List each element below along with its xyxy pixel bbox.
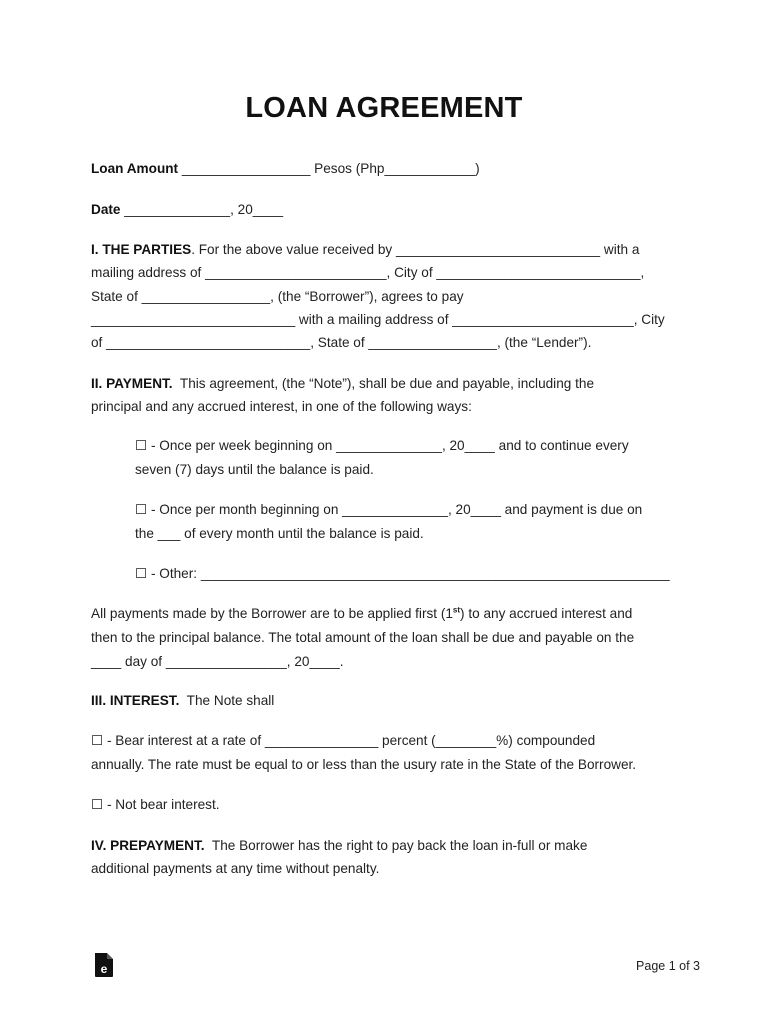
payment-para-text-1b: ) to any accrued interest and [460, 606, 633, 621]
payment-line-1 [91, 375, 594, 392]
parties-heading: I. THE PARTIES [91, 242, 192, 257]
interest-intro: The Note shall [179, 693, 275, 708]
parties-line-3: State of _________________, (the “Borrower”), agrees to pay [91, 289, 464, 304]
svg-text:e: e [100, 962, 108, 976]
payment-line-2: principal and any accrued interest, in one of the following ways: [91, 399, 472, 414]
document-title: LOAN AGREEMENT [245, 92, 523, 124]
parties-line-5: of ___________________________, State of _________________, (the “Lender”). [91, 335, 592, 350]
parties-line-2: mailing address of ________________________, City of ___________________________, [91, 265, 645, 280]
payment-para-text-1a: All payments made by the Borrower are to be applied first (1 [91, 606, 453, 621]
payment-para-line-2: then to the principal balance. The total amount of the loan shall be due and payable on the [91, 630, 635, 645]
payment-option-other: ☐ - Other: ______________________________________________________________ [135, 566, 670, 581]
loan-amount-label: Loan Amount [91, 161, 179, 176]
interest-heading: III. INTEREST. [91, 693, 180, 708]
prepayment-line-1 [91, 837, 587, 854]
interest-bear-line-2: annually. The rate must be equal to or less than the usury rate in the State of the Borrower. [91, 757, 637, 772]
eforms-logo-icon [93, 952, 115, 978]
parties-line-1 [91, 241, 639, 258]
payment-para-line-1 [91, 605, 632, 622]
prepayment-line-2: additional payments at any time without penalty. [91, 861, 380, 876]
date-text: ______________, 20____ [120, 202, 284, 217]
loan-amount-text: _________________ Pesos (Php____________) [178, 161, 480, 176]
page-number: Page 1 of 3 [636, 959, 700, 973]
payment-text-1: This agreement, (the “Note”), shall be due and payable, including the [172, 376, 594, 391]
payment-option-month: ☐ - Once per month beginning on ______________, 20____ and payment is due on [135, 502, 643, 517]
parties-text-1: . For the above value received by ___________________________ with a [191, 242, 640, 257]
payment-option-week: ☐ - Once per week beginning on ______________, 20____ and to continue every [135, 438, 629, 453]
date-line [91, 201, 283, 218]
payment-option-month-cont: the ___ of every month until the balance is paid. [135, 526, 424, 541]
interest-line-1 [91, 692, 274, 709]
date-label: Date [91, 202, 121, 217]
payment-para-line-3: ____ day of ________________, 20____. [91, 654, 344, 669]
prepayment-heading: IV. PREPAYMENT. [91, 838, 205, 853]
prepayment-text-1: The Borrower has the right to pay back the loan in-full or make [204, 838, 588, 853]
loan-amount-line [91, 160, 480, 177]
parties-line-4: ___________________________ with a mailing address of ________________________, City [91, 312, 665, 327]
interest-bear-line-1: ☐ - Bear interest at a rate of _______________ percent (________%) compounded [91, 733, 596, 748]
superscript-st: st [452, 605, 461, 615]
payment-heading: II. PAYMENT. [91, 376, 173, 391]
interest-not-bear: ☐ - Not bear interest. [91, 797, 220, 812]
payment-option-week-cont: seven (7) days until the balance is paid. [135, 462, 374, 477]
